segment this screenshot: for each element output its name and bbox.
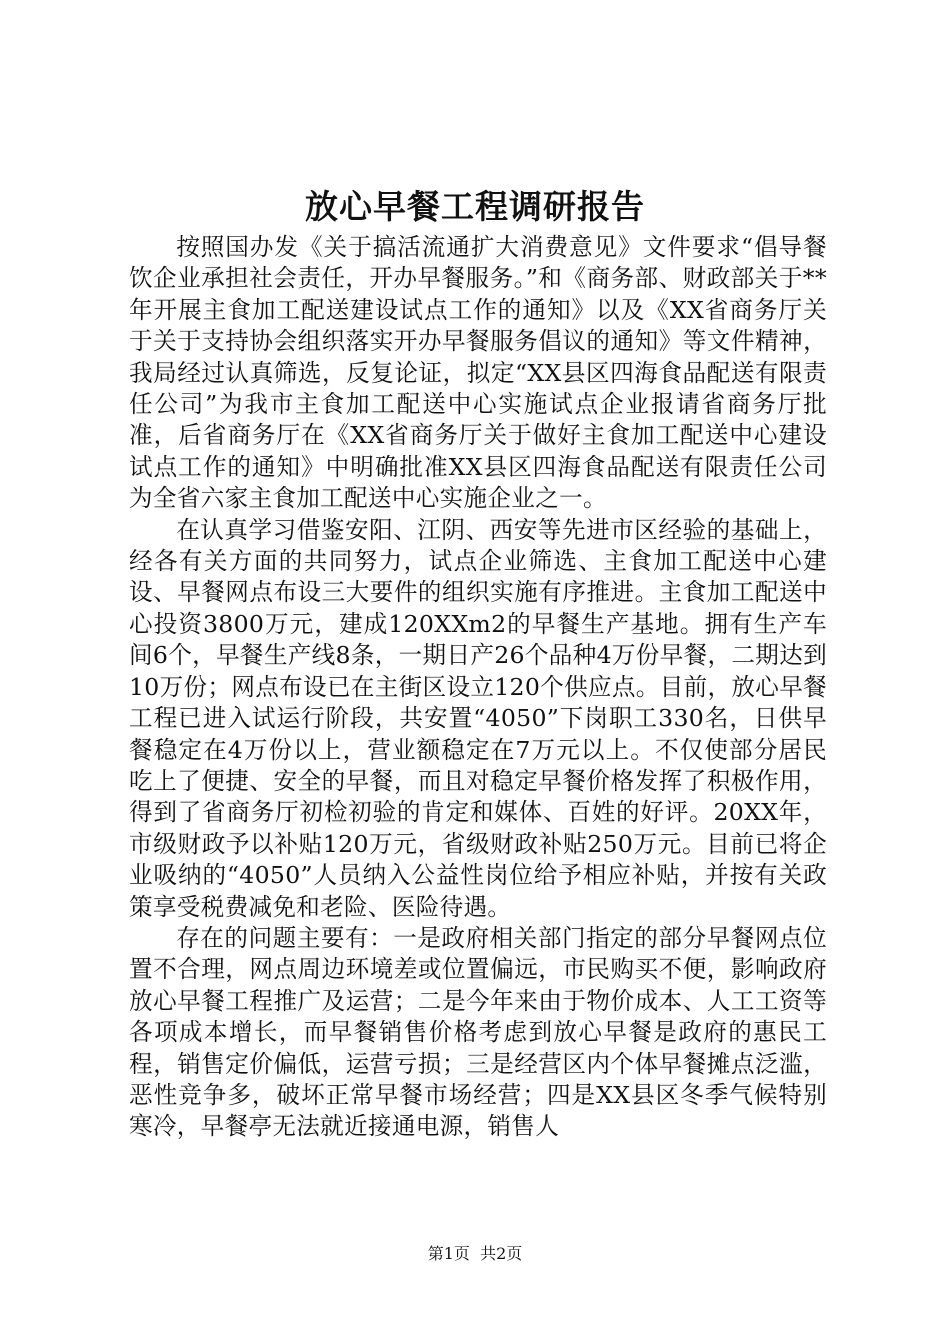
paragraph-2: 在认真学习借鉴安阳、江阴、西安等先进市区经验的基础上，经各有关方面的共同努力，试点企业筛选、主食加工配送中心建设、早餐网点布设三大要件的组织实施有序推进。主食加工配送中心投资3800万元，建成120XXm2的早餐生产基地。拥有生产车间6个，早餐生产线8条，一期日产26个品种4万份早餐，二期达到10万份；网点布设已在主街区设立120个供应点。目前，放心早餐工程已进入试运行阶段，共安置“4050”下岗职工330名，日供早餐稳定在4万份以上，营业额稳定在7万元以上。不仅使部分居民吃上了便捷、安全的早餐，而且对稳定早餐价格发挥了积极作用，得到了省商务厅初检初验的肯定和媒体、百姓的好评。20XX年，市级财政予以补贴120万元，省级财政补贴250万元。目前已将企业吸纳的“4050”人员纳入公益性岗位给予相应补贴，并按有关政策享受税费减免和老险、医险待遇。 — [129, 515, 827, 921]
page-footer: 第1页 共2页 — [427, 1244, 523, 1263]
document-title: 放心早餐工程调研报告 — [305, 187, 645, 226]
paragraph-3: 存在的问题主要有：一是政府相关部门指定的部分早餐网点位置不合理，网点周边环境差或位置偏远，市民购买不便，影响政府放心早餐工程推广及运营；二是今年来由于物价成本、人工工资等各项成本增长，而早餐销售价格考虑到放心早餐是政府的惠民工程，销售定价偏低，运营亏损；三是经营区内个体早餐摊点泛滥，恶性竞争多，破坏正常早餐市场经营；四是XX县区冬季气候特别寒冷，早餐亭无法就近接通电源，销售人 — [129, 923, 827, 1141]
paragraph-1: 按照国办发《关于搞活流通扩大消费意见》文件要求“倡导餐饮企业承担社会责任，开办早餐服务。”和《商务部、财政部关于**年开展主食加工配送建设试点工作的通知》以及《XX省商务厅关于关于支持协会组织落实开办早餐服务倡议的通知》等文件精神，我局经过认真筛选，反复论证，拟定“XX县区四海食品配送有限责任公司”为我市主食加工配送中心实施试点企业报请省商务厅批准，后省商务厅在《XX省商务厅关于做好主食加工配送中心建设试点工作的通知》中明确批准XX县区四海食品配送有限责任公司为全省六家主食加工配送中心实施企业之一。 — [129, 233, 827, 513]
document-body — [129, 232, 827, 1143]
